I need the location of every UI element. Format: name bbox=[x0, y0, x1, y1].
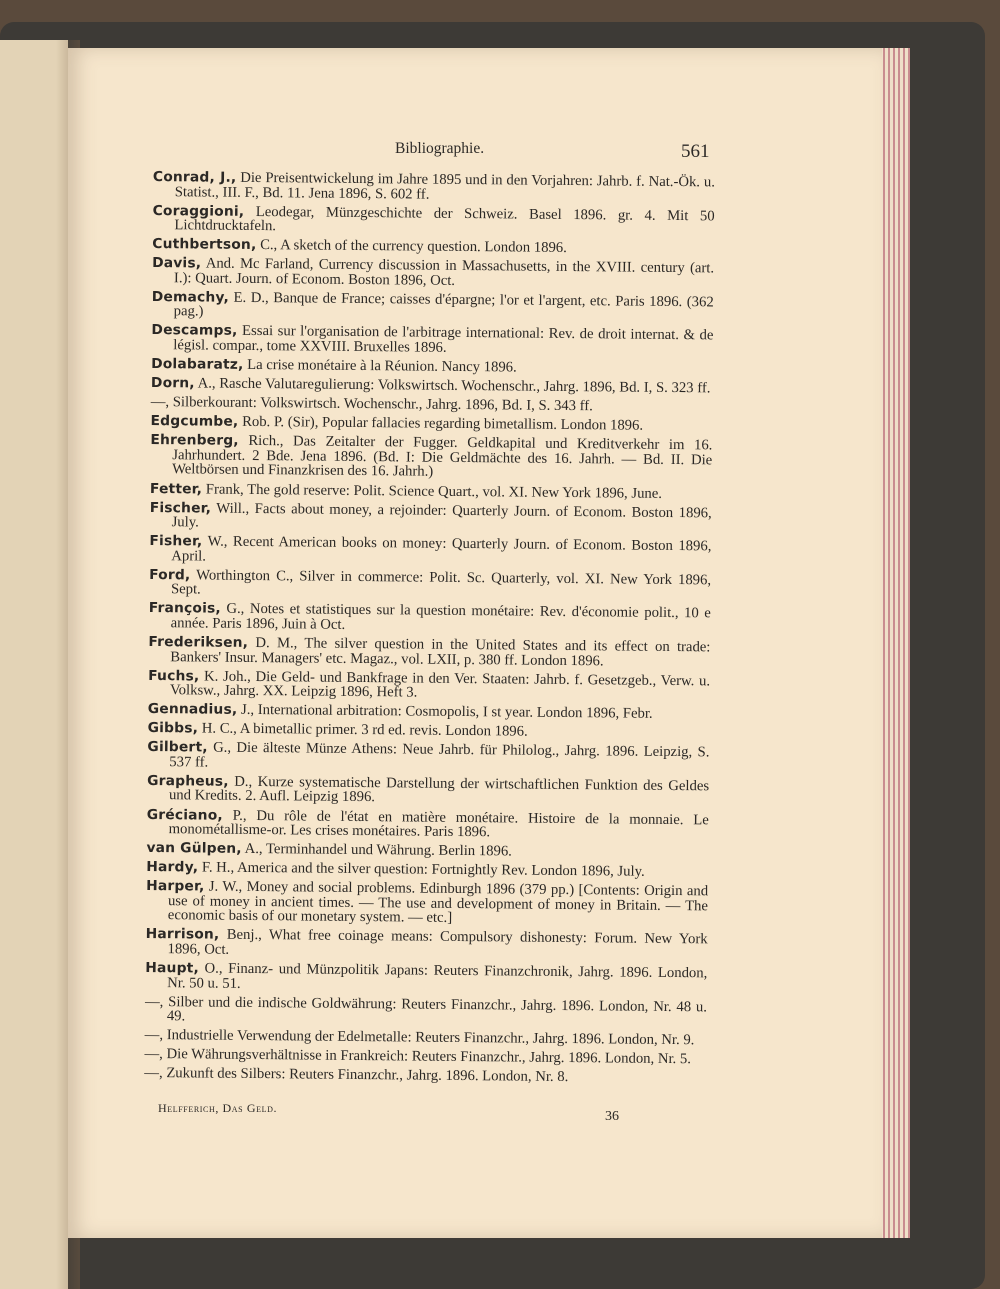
entry-text: Rob. P. (Sir), Popular fallacies regarding bimetallism. London 1896. bbox=[238, 414, 644, 435]
bibliography-entry bbox=[147, 774, 709, 808]
entry-text: P., Du rôle de l'état en matière monétaire. Histoire de la monnaie. Le monométallisme-or. Les crises monétaires. Paris 1896. bbox=[168, 807, 709, 841]
entry-text: K. Joh., Die Geld- und Bankfrage in den Ver. Staaten: Jahrb. f. Gesetzgeb., Verw. u. Volksw., Jahrg. XX. Leipzig 1896, Heft 3. bbox=[169, 668, 711, 701]
signature-mark: 36 bbox=[605, 1109, 619, 1124]
entry-author: Dolabaratz, bbox=[151, 356, 244, 373]
entry-author: Coraggioni, bbox=[152, 202, 245, 220]
entry-author: van Gülpen, bbox=[146, 840, 242, 858]
entry-text: A., Terminhandel und Währung. Berlin 1896. bbox=[241, 841, 512, 860]
bibliography-entry bbox=[144, 1066, 706, 1086]
bibliography-entry bbox=[151, 357, 713, 377]
entry-author: François, bbox=[148, 600, 221, 618]
entry-author: Hardy, bbox=[146, 859, 199, 876]
bibliography-entry bbox=[150, 501, 712, 535]
entry-text: —, Industrielle Verwendung der Edelmetalle: Reuters Finanzchr., Jahrg. 1896. London, Nr. 9. bbox=[144, 1027, 695, 1049]
entry-text: —, Zukunft des Silbers: Reuters Finanzchr., Jahrg. 1896. London, Nr. 8. bbox=[144, 1065, 569, 1086]
entry-text: Benj., What free coinage means: Compulsory dishonesty: Forum. New York 1896, Oct. bbox=[167, 927, 708, 958]
bibliography-entry bbox=[148, 669, 710, 703]
entry-text: —, Silber und die indische Goldwährung: Reuters Finanzchr., Jahrg. 1896. London, Nr. 48 u. 49. bbox=[144, 993, 708, 1025]
running-head: Bibliographie. bbox=[395, 140, 485, 157]
entry-text: Essai sur l'organisation de l'arbitrage international: Rev. de droit internat. & de législ. compar., tome XXVIII. Bruxelles 1896. bbox=[173, 323, 714, 356]
bibliography-entry bbox=[152, 204, 714, 238]
bibliography-entry bbox=[146, 879, 708, 928]
bibliography-entry bbox=[145, 927, 707, 961]
entry-text: G., Notes et statistiques sur la question monétaire: Rev. d'économie polit., 10 e année. Paris 1896, Juin à Oct. bbox=[170, 601, 711, 633]
bibliography-entry bbox=[147, 740, 709, 774]
entry-text: Rich., Das Zeitalter der Fugger. Geldkapital und Kreditverkehr im 16. Jahrhundert. 2 Bde. Jena 1896. (Bd. I: Die Geldmächte des 16. Jahrh. — Bd. II. Die Weltbörsen und Finanzkrisen des 16. Jahrh.) bbox=[172, 433, 713, 481]
entry-author: Fetter, bbox=[149, 480, 203, 498]
bibliography-entry bbox=[152, 290, 714, 324]
bibliography-entry bbox=[151, 376, 713, 396]
entry-author: Gréciano, bbox=[146, 806, 223, 824]
bibliography-entry bbox=[151, 323, 713, 357]
bibliography-entry bbox=[153, 170, 715, 204]
entry-author: Haupt, bbox=[145, 959, 200, 977]
bibliography-entry bbox=[150, 482, 712, 502]
entry-author: Harper, bbox=[146, 878, 205, 895]
bibliography-entry bbox=[151, 414, 713, 434]
bibliography-entry bbox=[150, 433, 712, 482]
entry-author: Fisher, bbox=[149, 533, 203, 550]
entry-text: E. D., Banque de France; caisses d'épargne; l'or et l'argent, etc. Paris 1896. (362 pag.) bbox=[173, 289, 714, 320]
entry-text: Leodegar, Münzgeschichte der Schweiz. Basel 1896. gr. 4. Mit 50 Lichtdrucktafeln. bbox=[174, 203, 715, 235]
entry-text: O., Finanz- und Münzpolitik Japans: Reuters Finanzchronik, Jahrg. 1896. London, Nr. 50 u. 51. bbox=[167, 960, 708, 992]
entry-text: D., Kurze systematische Darstellung der wirtschaftlichen Funktion des Geldes und Kredits. 2. Aufl. Leipzig 1896. bbox=[168, 773, 710, 806]
entry-text: Die Preisentwickelung im Jahre 1895 und in den Vorjahren: Jahrb. f. Nat.-Ök. u. Statist., III. F., Bd. 11. Jena 1896, S. 602 ff. bbox=[174, 169, 715, 203]
bibliography-entry bbox=[146, 841, 708, 861]
footer-author-title: Helfferich, Das Geld. bbox=[158, 1101, 278, 1115]
entry-text: —, Die Währungsverhältnisse in Frankreich: Reuters Finanzchr., Jahrg. 1896. London, Nr. 5. bbox=[144, 1046, 692, 1068]
entry-text: D. M., The silver question in the United States and its effect on trade: Bankers' Insur. Managers' etc. Magaz., vol. LXII, p. 380 ff. London 1896. bbox=[170, 634, 711, 669]
entry-author: Grapheus, bbox=[147, 772, 229, 790]
entry-text: G., Die älteste Münze Athens: Neue Jahrb. für Philolog., Jahrg. 1896. Leipzig, S. 537 ff. bbox=[169, 739, 710, 771]
entry-author: Frederiksen, bbox=[148, 633, 249, 651]
bibliography-entry bbox=[147, 808, 709, 842]
entry-text: —, Silberkourant: Volkswirtsch. Wochenschr., Jahrg. 1896, Bd. I, S. 343 ff. bbox=[150, 394, 593, 415]
entry-author: Ehrenberg, bbox=[150, 432, 239, 450]
entry-author: Fischer, bbox=[149, 499, 212, 517]
entry-text: And. Mc Farland, Currency discussion in Massachusetts, in the XVIII. century (art. I.): Quart. Journ. of Econom. Boston 1896, Oct. bbox=[173, 255, 715, 289]
entry-author: Gilbert, bbox=[147, 739, 208, 756]
entry-author: Edgcumbe, bbox=[150, 413, 239, 431]
bibliography-entry bbox=[151, 395, 713, 415]
bibliography-entry bbox=[149, 601, 711, 635]
bibliography-entry bbox=[152, 237, 714, 257]
entry-text: La crise monétaire à la Réunion. Nancy 1896. bbox=[243, 356, 517, 376]
entry-author: Davis, bbox=[152, 255, 202, 272]
bibliography-entry bbox=[148, 702, 710, 722]
bibliography-entry bbox=[148, 635, 710, 669]
entry-text: F. H., America and the silver question: Fortnightly Rev. London 1896, July. bbox=[198, 859, 645, 881]
entry-author: Harrison, bbox=[145, 926, 220, 944]
entry-text: J., International arbitration: Cosmopolis, I st year. London 1896, Febr. bbox=[237, 702, 653, 723]
entry-author: Demachy, bbox=[151, 288, 230, 306]
entry-text: H. C., A bimetallic primer. 3 rd ed. revis. London 1896. bbox=[198, 720, 528, 740]
bibliography-entry bbox=[148, 721, 710, 741]
entry-author: Cuthbertson, bbox=[152, 236, 257, 254]
entry-author: Ford, bbox=[149, 566, 191, 584]
entry-text: Will., Facts about money, a rejoinder: Quarterly Journ. of Econom. Boston 1896, July. bbox=[171, 500, 712, 531]
bibliography-entry bbox=[145, 961, 707, 995]
entry-text: Worthington C., Silver in commerce: Polit. Sc. Quarterly, vol. XI. New York 1896, Sept. bbox=[170, 567, 712, 598]
entry-author: Dorn, bbox=[150, 375, 195, 392]
entry-text: J. W., Money and social problems. Edinburgh 1896 (379 pp.) [Contents: Origin and use of money in ancient times. — The use and development of money in Britain. — The economic basis of our monetary system. — etc.] bbox=[167, 878, 709, 927]
entry-text: C., A sketch of the currency question. London 1896. bbox=[256, 237, 567, 257]
page-edge-stack bbox=[878, 48, 910, 1238]
entry-author: Conrad, J., bbox=[152, 169, 237, 186]
entry-author: Gibbs, bbox=[147, 720, 199, 737]
bibliography-entry bbox=[149, 534, 711, 568]
bibliography-entry bbox=[145, 995, 707, 1029]
bibliography-entry bbox=[145, 1028, 707, 1048]
entry-text: A., Rasche Valutaregulierung: Volkswirtsch. Wochenschr., Jahrg. 1896, Bd. I, S. 323 ff. bbox=[194, 375, 711, 397]
page-number: 561 bbox=[681, 141, 710, 162]
entry-text: Frank, The gold reserve: Polit. Science Quart., vol. XI. New York 1896, June. bbox=[202, 481, 663, 502]
bibliography-entry bbox=[146, 860, 708, 880]
entry-author: Fuchs, bbox=[148, 667, 200, 685]
bibliography-entry bbox=[152, 256, 714, 290]
entry-author: Descamps, bbox=[151, 322, 238, 340]
entry-text: W., Recent American books on money: Quarterly Journ. of Econom. Boston 1896, April. bbox=[171, 533, 712, 565]
bibliography-list bbox=[144, 170, 715, 1091]
bibliography-entry bbox=[149, 568, 711, 602]
entry-author: Gennadius, bbox=[147, 701, 238, 719]
bibliography-entry bbox=[144, 1047, 706, 1067]
